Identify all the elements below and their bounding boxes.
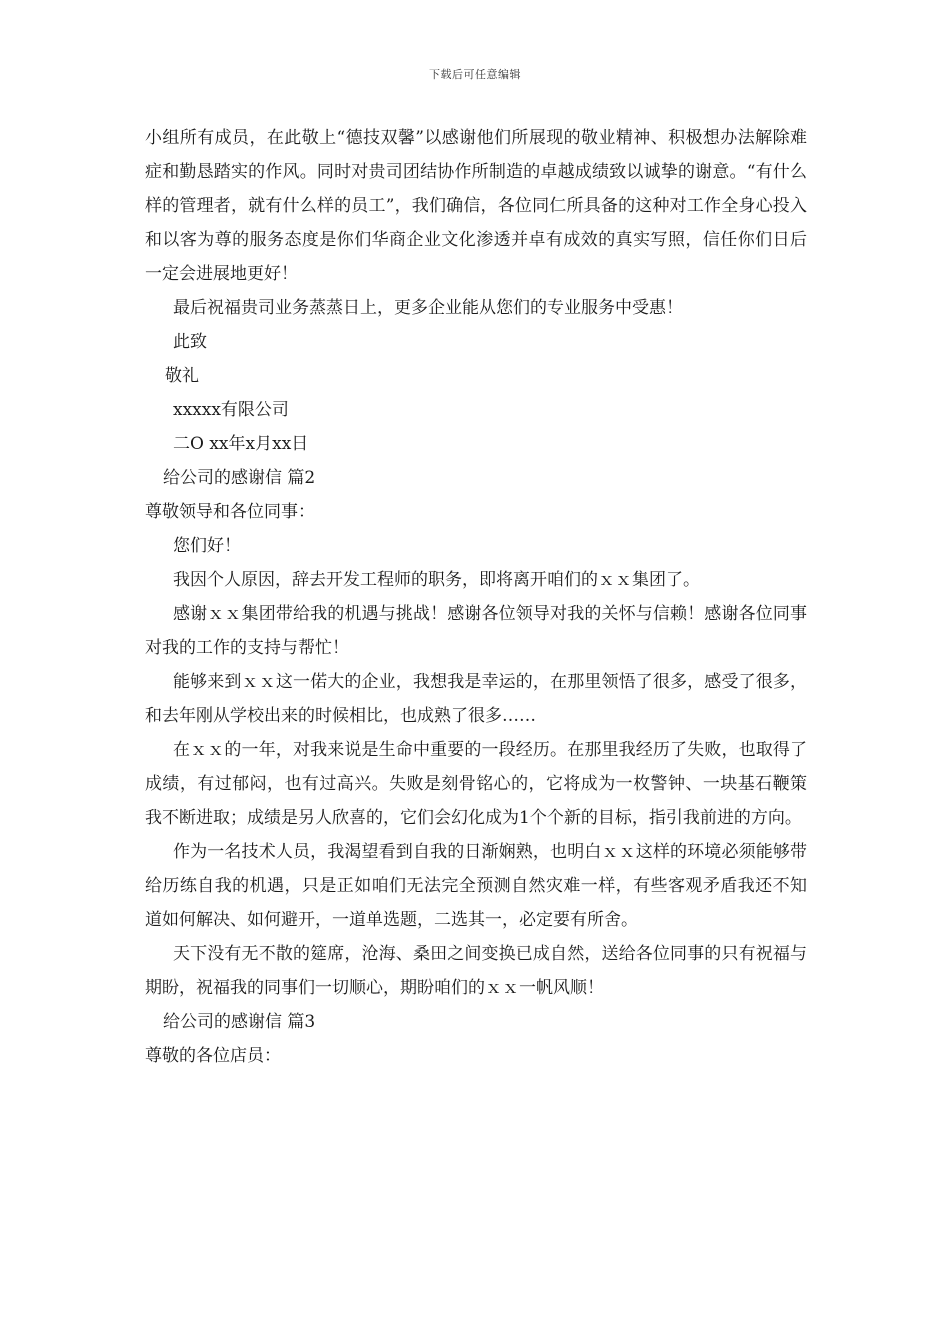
page-header: 下载后可任意编辑 [429, 68, 521, 81]
section-heading-3: 给公司的感谢信 篇3 [163, 1012, 316, 1032]
salutation-jingli: 敬礼 [165, 366, 199, 386]
paragraph-technical: 作为一名技术人员，我渴望看到自我的日渐娴熟，也明白ｘｘ这样的环境必须能够带给历练自我的机遇，只是正如咱们无法完全预测自然灾难一样，有些客观矛盾我还不知道如何解决、如何避开，一道单选题，二选其一，必定要有所舍。 [145, 842, 807, 930]
paragraph-fortunate: 能够来到ｘｘ这一偌大的企业，我想我是幸运的，在那里领悟了很多，感受了很多，和去年刚从学校出来的时候相比，也成熟了很多…… [145, 672, 807, 726]
paragraph-farewell: 天下没有无不散的筵席，沧海、桑田之间变换已成自然，送给各位同事的只有祝福与期盼，祝福我的同事们一切顺心，期盼咱们的ｘｘ一帆风顺！ [145, 944, 807, 998]
signature-company: xxxxx有限公司 [173, 400, 289, 420]
paragraph-experience: 在ｘｘ的一年，对我来说是生命中重要的一段经历。在那里我经历了失败，也取得了成绩，有过郁闷，也有过高兴。失败是刻骨铭心的，它将成为一枚警钟、一块基石鞭策我不断进取；成绩是另人欣喜的，它们会幻化成为1个个新的目标，指引我前进的方向。 [145, 740, 807, 828]
greeting-hello: 您们好！ [173, 536, 241, 556]
signature-date: 二O xx年x月xx日 [173, 434, 309, 454]
document-body [145, 121, 807, 1073]
paragraph-gratitude: 感谢ｘｘ集团带给我的机遇与挑战！感谢各位领导对我的关怀与信赖！感谢各位同事对我的工作的支持与帮忙！ [145, 604, 807, 658]
paragraph-resignation: 我因个人原因，辞去开发工程师的职务，即将离开咱们的ｘｘ集团了。 [173, 570, 700, 590]
greeting-staff: 尊敬的各位店员： [145, 1046, 281, 1066]
paragraph-closing-wish: 最后祝福贵司业务蒸蒸日上，更多企业能从您们的专业服务中受惠！ [173, 298, 683, 318]
salutation-cizhi: 此致 [173, 332, 207, 352]
greeting-leaders: 尊敬领导和各位同事： [145, 502, 315, 522]
paragraph-thanks-team: 小组所有成员，在此敬上“德技双馨”以感谢他们所展现的敬业精神、积极想办法解除难症和勤恳踏实的作风。同时对贵司团结协作所制造的卓越成绩致以诚挚的谢意。“有什么样的管理者，就有什么样的员工”，我们确信，各位同仁所具备的这种对工作全身心投入和以客为尊的服务态度是你们华商企业文化渗透并卓有成效的真实写照，信任你们日后一定会进展地更好！ [145, 128, 807, 284]
section-heading-2: 给公司的感谢信 篇2 [163, 468, 316, 488]
